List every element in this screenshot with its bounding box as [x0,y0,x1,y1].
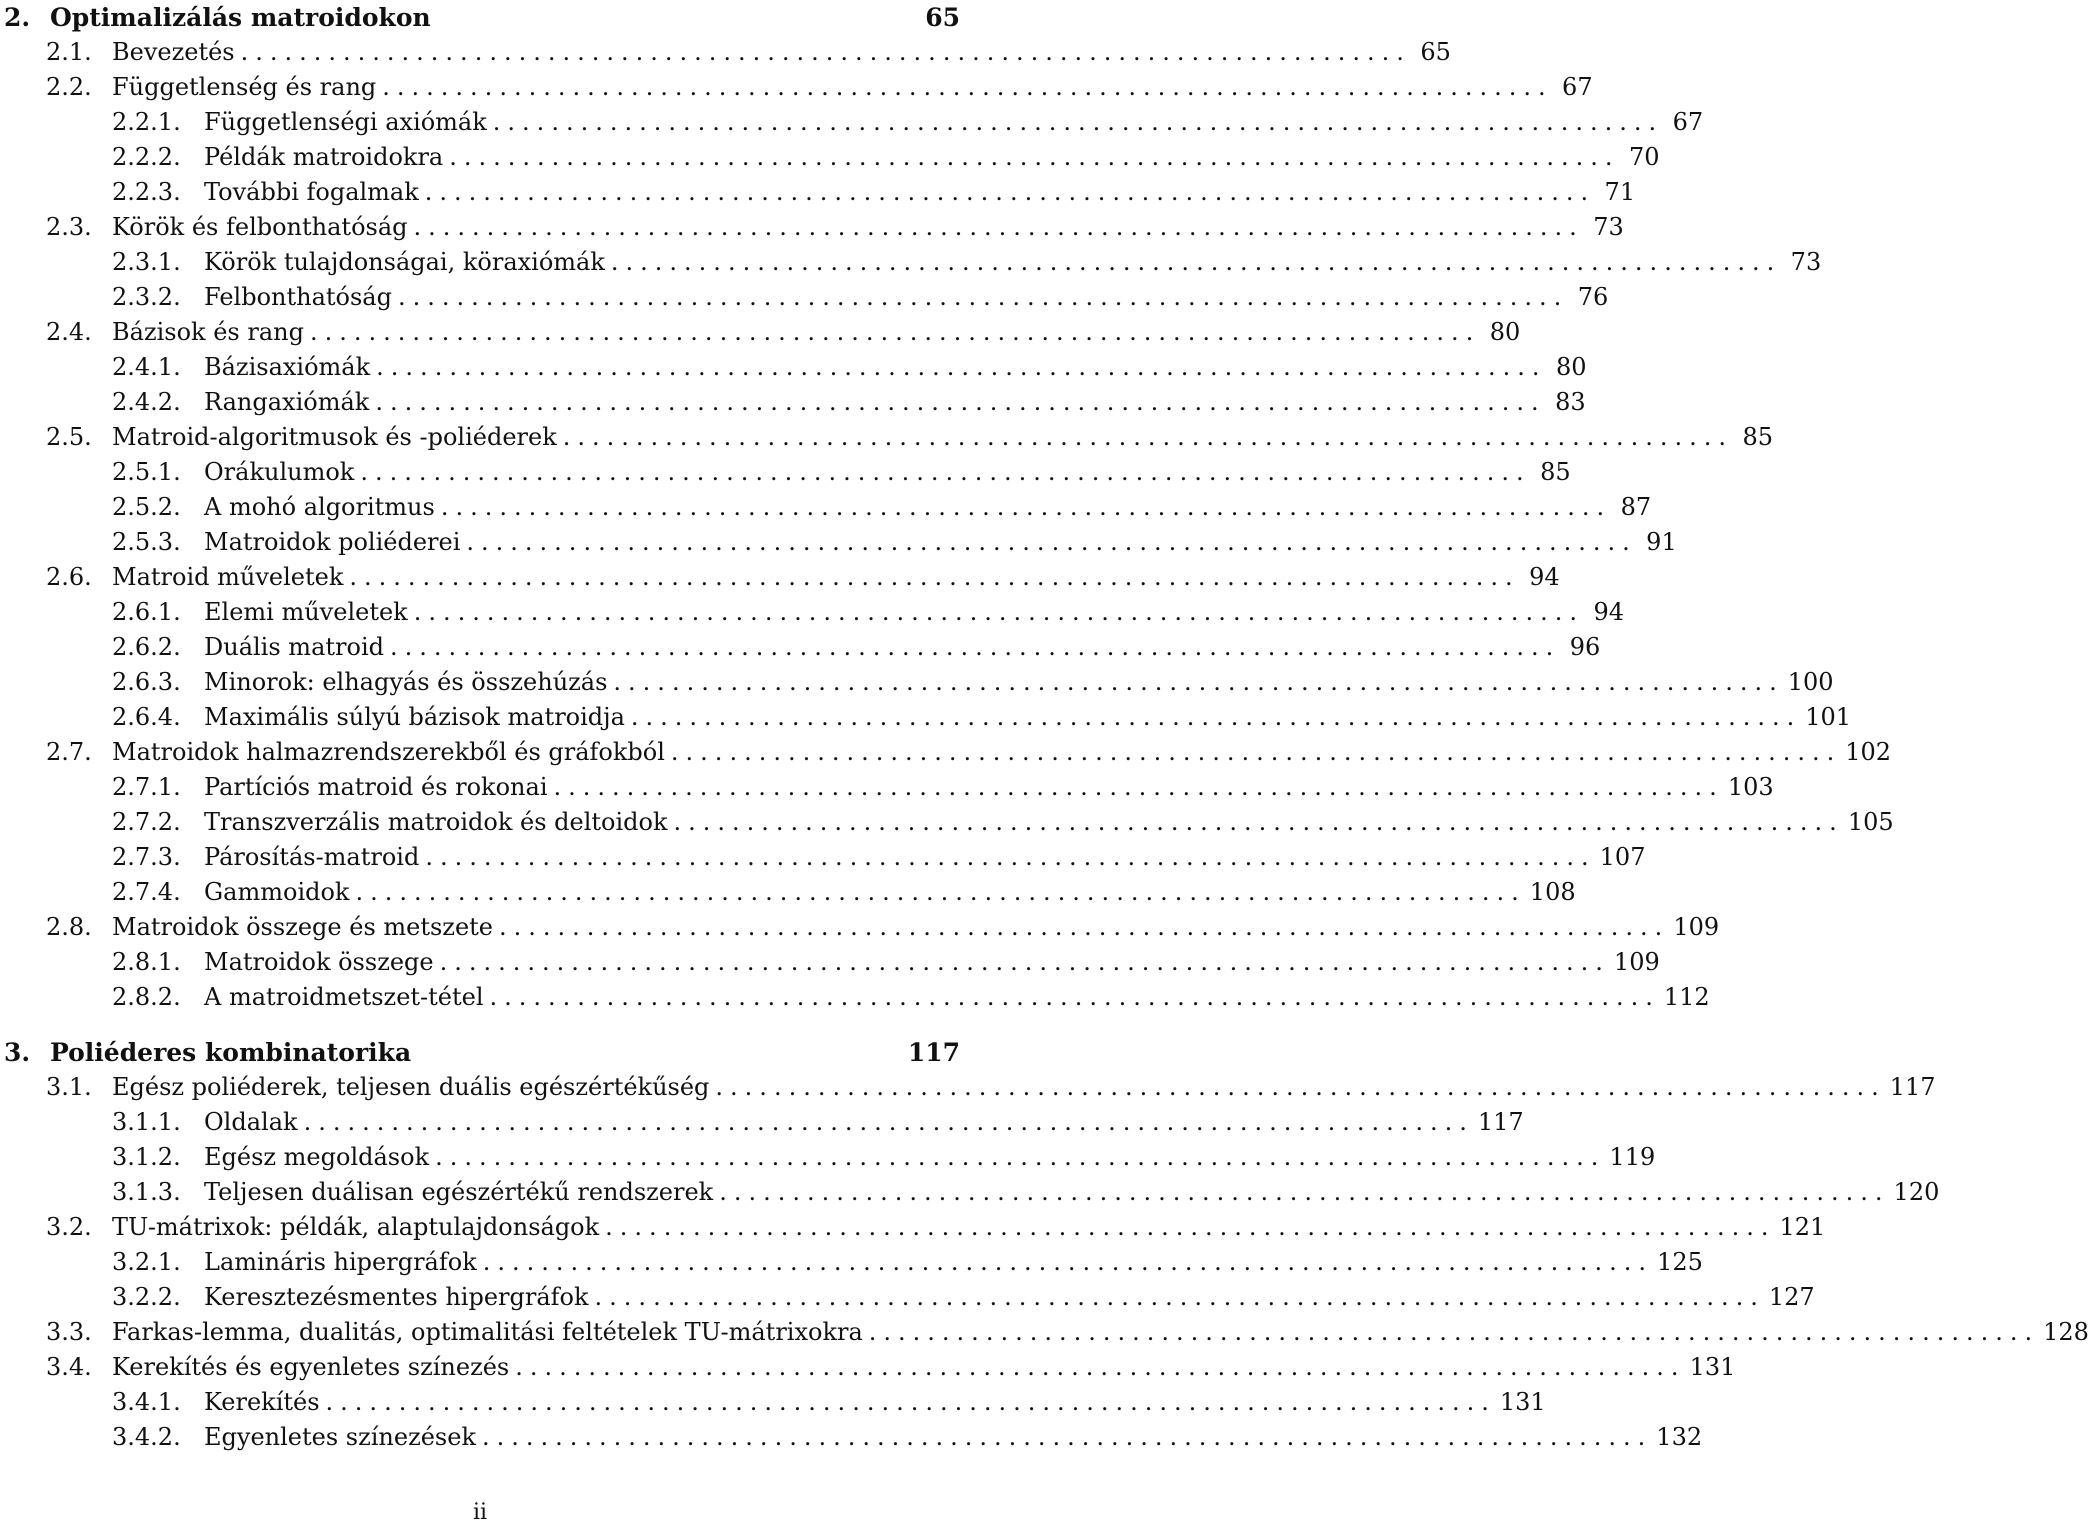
toc-dot-leader: ................................................................................ [325,1388,1496,1416]
toc-entry[interactable] [0,105,1704,140]
toc-entry-page: 73 [1790,248,1822,276]
toc-entry-title: Bevezetés [112,38,235,66]
page-number-footer: ii [472,1500,488,1525]
toc-entry-title: Függetlenségi axiómák [204,108,487,136]
toc-entry-page: 85 [1742,423,1774,451]
toc-entry-title: Gammoidok [204,878,350,906]
toc-entry-page: 83 [1555,388,1586,416]
toc-entry-page: 119 [1609,1143,1656,1171]
toc-entry-page: 105 [1847,808,1894,836]
toc-entry-number: 3.2.1. [112,1248,181,1276]
toc-dot-leader: ................................................................................ [719,1178,1890,1206]
toc-entry-number: 3.2.2. [112,1283,181,1311]
toc-dot-leader: ................................................................................ [435,1143,1606,1171]
toc-entry-title: További fogalmak [204,178,419,206]
toc-entry-title: A matroidmetszet-tétel [204,983,484,1011]
toc-entry-number: 2.4.1. [112,353,181,381]
toc-entry-title: Teljesen duálisan egészértékű rendszerek [204,1178,714,1206]
toc-entry-number: 2.7.3. [112,843,181,871]
toc-entry-page: 96 [1569,633,1601,661]
toc-entry[interactable] [0,1070,1936,1105]
toc-entry[interactable] [0,980,1710,1015]
toc-entry-title: Egész megoldások [204,1143,430,1171]
toc-dot-leader: ................................................................................ [605,1213,1776,1241]
toc-entry-title: Egész poliéderek, teljesen duális egészértékűség [112,1073,710,1101]
toc-entry-number: 3.1.1. [112,1108,181,1136]
toc-dot-leader: ................................................................................ [499,913,1670,941]
toc-entry-page: 94 [1529,563,1560,591]
toc-entry-page: 132 [1656,1423,1703,1451]
toc-dot-leader: ................................................................................ [715,1073,1886,1101]
toc-dot-leader: ................................................................................ [610,248,1782,276]
toc-dot-leader: ................................................................................ [309,318,1481,346]
toc-entry[interactable] [0,245,1822,280]
toc-entry[interactable] [0,1175,1940,1210]
toc-entry-page: 117 [1477,1108,1524,1136]
toc-entry-number: 3.1.3. [112,1178,181,1206]
toc-entry[interactable] [0,910,1720,945]
toc-entry[interactable] [0,665,1834,700]
toc-entry-number: 2.7. [46,738,92,766]
toc-entry-number: 2.4. [46,318,92,346]
toc-entry-title: Farkas-lemma, dualitás, optimalitási feltételek TU-mátrixokra [112,1318,863,1346]
toc-entry-title: Bázisok és rang [112,318,304,346]
toc-entry[interactable] [0,1385,1546,1420]
toc-dot-leader: ................................................................................ [413,213,1584,241]
toc-dot-leader: ................................................................................ [492,108,1664,136]
toc-entry[interactable] [0,735,1892,770]
toc-entry-page: 109 [1613,948,1660,976]
toc-dot-leader: ................................................................................ [382,73,1553,101]
toc-entry-title: A mohó algoritmus [204,493,435,521]
toc-entry-title: Matroidok összege [204,948,434,976]
toc-entry-number: 2. [4,3,31,32]
toc-entry-title: Lamináris hipergráfok [204,1248,477,1276]
toc-entry[interactable] [0,140,1660,175]
toc-entry[interactable] [0,1140,1656,1175]
toc-entry-title: Oldalak [204,1108,298,1136]
toc-entry-page: 117 [907,1038,960,1067]
toc-entry[interactable] [0,875,1576,910]
toc-entry[interactable] [0,1420,1703,1455]
toc-entry-number: 2.6.1. [112,598,181,626]
toc-entry[interactable] [0,595,1625,630]
toc-dot-leader: ................................................................................ [630,703,1802,731]
toc-entry-title: Maximális súlyú bázisok matroidja [204,703,625,731]
toc-entry-page: 85 [1540,458,1571,486]
toc-entry-page: 70 [1629,143,1660,171]
toc-entry-title: Egyenletes színezések [204,1423,476,1451]
toc-dot-leader: ................................................................................ [303,1108,1474,1136]
toc-dot-leader: ................................................................................ [360,458,1531,486]
toc-entry-page: 131 [1499,1388,1546,1416]
toc-chapter-entry[interactable] [0,0,960,35]
toc-entry-page: 127 [1768,1283,1815,1311]
toc-entry[interactable] [0,1315,2089,1350]
toc-entry-number: 2.2.1. [112,108,181,136]
toc-entry-page: 112 [1663,983,1710,1011]
toc-entry-number: 2.5. [46,423,92,451]
toc-entry[interactable] [0,1210,1826,1245]
toc-entry-title: Transzverzális matroidok és deltoidok [204,808,668,836]
toc-entry-title: Keresztezésmentes hipergráfok [204,1283,589,1311]
toc-entry-number: 3. [4,1038,31,1067]
toc-entry[interactable] [0,1350,1736,1385]
toc-dot-leader: ................................................................................ [482,1248,1654,1276]
toc-entry-title: TU-mátrixok: példák, alaptulajdonságok [112,1213,600,1241]
toc-entry-page: 125 [1657,1248,1703,1276]
toc-entry-number: 2.7.1. [112,773,181,801]
toc-entry-page: 120 [1893,1178,1940,1206]
toc-entry[interactable] [0,210,1624,245]
toc-entry-page: 100 [1787,668,1834,696]
toc-entry-title: Matroid műveletek [112,563,344,591]
toc-entry-title: Bázisaxiómák [204,353,371,381]
toc-entry[interactable] [0,1280,1815,1315]
toc-entry[interactable] [0,350,1587,385]
toc-entry-page: 103 [1727,773,1774,801]
toc-entry[interactable] [0,560,1560,595]
toc-entry-page: 67 [1562,73,1593,101]
toc-entry-page: 80 [1555,353,1587,381]
toc-entry-page: 65 [925,3,960,32]
toc-entry[interactable] [0,840,1646,875]
toc-entry[interactable] [0,420,1774,455]
toc-entry-number: 2.3.2. [112,283,181,311]
toc-dot-leader: ................................................................................ [489,983,1660,1011]
toc-entry-number: 2.8. [46,913,92,941]
toc-dot-leader: ................................................................................ [240,38,1411,66]
toc-entry-page: 101 [1805,703,1852,731]
toc-entry-title: Példák matroidokra [204,143,444,171]
toc-dot-leader: ................................................................................ [868,1318,2040,1346]
toc-entry-number: 2.6.3. [112,668,181,696]
toc-entry-page: 117 [1889,1073,1936,1101]
toc-dot-leader: ................................................................................ [449,143,1620,171]
toc-entry-title: Minorok: elhagyás és összehúzás [204,668,608,696]
toc-entry[interactable] [0,1105,1524,1140]
toc-dot-leader: ................................................................................ [349,563,1520,591]
toc-entry-number: 2.5.1. [112,458,181,486]
toc-entry-number: 3.3. [46,1318,92,1346]
toc-entry[interactable] [0,525,1677,560]
toc-entry-number: 2.7.4. [112,878,181,906]
toc-entry-number: 2.5.3. [112,528,181,556]
toc-entry-title: Partíciós matroid és rokonai [204,773,548,801]
toc-dot-leader: ................................................................................ [481,1423,1653,1451]
toc-entry-number: 3.2. [46,1213,92,1241]
toc-entry[interactable] [0,1245,1703,1280]
toc-entry-page: 65 [1420,38,1451,66]
toc-entry[interactable] [0,945,1660,980]
toc-dot-leader: ................................................................................ [594,1283,1765,1311]
toc-dot-leader: ................................................................................ [673,808,1844,836]
toc-entry-number: 2.8.1. [112,948,181,976]
toc-entry[interactable] [0,700,1852,735]
toc-entry-title: Matroidok összege és metszete [112,913,493,941]
toc-entry-title: Duális matroid [204,633,384,661]
toc-dot-leader: ................................................................................ [515,1353,1686,1381]
toc-entry-number: 3.4.1. [112,1388,181,1416]
toc-entry-page: 80 [1489,318,1521,346]
toc-entry-number: 3.4. [46,1353,92,1381]
toc-dot-leader: ................................................................................ [375,388,1546,416]
toc-entry-page: 102 [1845,738,1892,766]
toc-entry-title: Körök és felbonthatóság [112,213,408,241]
toc-entry-title: Párosítás-matroid [204,843,420,871]
toc-dot-leader: ................................................................................ [670,738,1842,766]
toc-dot-leader: ................................................................................ [439,948,1610,976]
toc-dot-leader: ................................................................................ [440,493,1612,521]
toc-entry-number: 2.7.2. [112,808,181,836]
toc-entry-number: 3.1.2. [112,1143,181,1171]
toc-entry-title: Matroidok halmazrendszerekből és gráfokból [112,738,665,766]
toc-entry-number: 2.6.2. [112,633,181,661]
toc-entry[interactable] [0,770,1774,805]
toc-entry-page: 121 [1779,1213,1826,1241]
toc-entry-title: Függetlenség és rang [112,73,377,101]
toc-entry-page: 131 [1689,1353,1736,1381]
toc-entry-page: 76 [1577,283,1609,311]
toc-entry-page: 107 [1599,843,1646,871]
toc-entry-page: 128 [2043,1318,2089,1346]
toc-dot-leader: ................................................................................ [425,843,1596,871]
toc-entry-title: Kerekítés és egyenletes színezés [112,1353,510,1381]
toc-entry-title: Rangaxiómák [204,388,370,416]
toc-entry-number: 2.3. [46,213,92,241]
toc-entry[interactable] [0,70,1593,105]
toc-entry-number: 2.2.3. [112,178,181,206]
toc-entry-title: Körök tulajdonságai, köraxiómák [204,248,605,276]
toc-entry[interactable] [0,315,1521,350]
toc-entry-page: 87 [1620,493,1652,521]
toc-dot-leader: ................................................................................ [562,423,1734,451]
toc-dot-leader: ................................................................................ [413,598,1585,626]
toc-dot-leader: ................................................................................ [376,353,1547,381]
toc-entry-page: 73 [1593,213,1624,241]
toc-entry-number: 2.2. [46,73,92,101]
toc-entry-number: 3.1. [46,1073,92,1101]
toc-entry[interactable] [0,175,1636,210]
toc-dot-leader: ................................................................................ [355,878,1526,906]
toc-entry-number: 2.3.1. [112,248,181,276]
toc-entry[interactable] [0,630,1601,665]
toc-entry[interactable] [0,35,1451,70]
toc-entry-title: Matroid-algoritmusok és -poliéderek [112,423,557,451]
toc-chapter-entry[interactable] [0,1035,960,1070]
toc-entry-number: 2.1. [46,38,92,66]
toc-entry[interactable] [0,280,1609,315]
toc-entry-number: 3.4.2. [112,1423,181,1451]
toc-dot-leader: ................................................................................ [466,528,1637,556]
toc-entry-page: 67 [1672,108,1704,136]
toc-entry-title: Matroidok poliéderei [204,528,461,556]
toc-entry-title: Elemi műveletek [204,598,408,626]
toc-entry-page: 71 [1604,178,1636,206]
toc-entry-page: 94 [1593,598,1625,626]
toc-entry-page: 109 [1673,913,1720,941]
toc-entry-number: 2.4.2. [112,388,181,416]
toc-entry-title: Orákulumok [204,458,355,486]
toc-entry-title: Kerekítés [204,1388,320,1416]
toc-entry-number: 2.5.2. [112,493,181,521]
toc-entry[interactable] [0,805,1894,840]
toc-entry-title: Felbonthatóság [204,283,392,311]
toc-entry[interactable] [0,490,1652,525]
toc-entry[interactable] [0,385,1586,420]
toc-dot-leader: ................................................................................ [424,178,1596,206]
toc-entry-page: 91 [1646,528,1677,556]
toc-entry-page: 108 [1529,878,1576,906]
toc-dot-leader: ................................................................................ [613,668,1784,696]
toc-entry-title: Poliéderes kombinatorika [50,1038,412,1067]
toc-entry-number: 2.2.2. [112,143,181,171]
toc-dot-leader: ................................................................................ [389,633,1561,661]
toc-entry-number: 2.6.4. [112,703,181,731]
toc-entry[interactable] [0,455,1571,490]
toc-dot-leader: ................................................................................ [553,773,1724,801]
toc-entry-title: Optimalizálás matroidokon [50,3,431,32]
toc-entry-number: 2.8.2. [112,983,181,1011]
toc-dot-leader: ................................................................................ [397,283,1569,311]
toc-entry-number: 2.6. [46,563,92,591]
